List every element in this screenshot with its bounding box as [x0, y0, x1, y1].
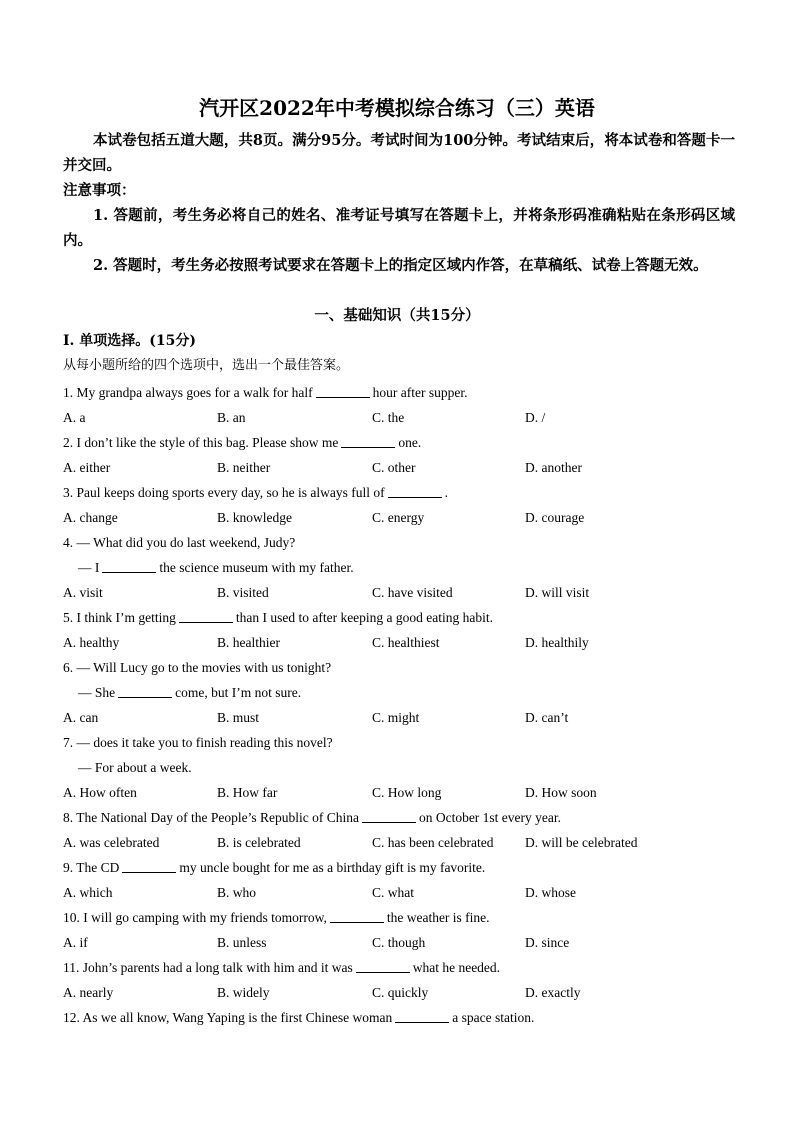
options-row [63, 705, 753, 730]
reply-text-after: come, but I’m not sure. [175, 685, 302, 700]
option-a[interactable]: A. How often [63, 785, 137, 800]
answer-blank [388, 483, 442, 498]
answer-blank [118, 683, 172, 698]
question-text-after: on October 1st every year. [418, 810, 562, 825]
question-list [63, 380, 753, 1030]
question-text: 11. John’s parents had a long talk with him and it was [63, 960, 353, 975]
option-d[interactable]: D. can’t [525, 710, 569, 725]
answer-blank [102, 558, 156, 573]
question-stem [63, 530, 753, 555]
question-text-after: my uncle bought for me as a birthday gift is my favorite. [179, 860, 486, 875]
option-d[interactable]: D. exactly [525, 985, 581, 1000]
question-text: 1. My grandpa always goes for a walk for half [63, 385, 313, 400]
option-a[interactable]: A. can [63, 710, 99, 725]
question-text: 10. I will go camping with my friends tomorrow, [63, 910, 327, 925]
question-stem [63, 605, 753, 630]
question-stem [63, 905, 753, 930]
options-row [63, 930, 753, 955]
option-d[interactable]: D. How soon [525, 785, 597, 800]
part-instruction: 从每小题所给的四个选项中，选出一个最佳答案。 [63, 358, 350, 373]
option-d[interactable]: D. another [525, 460, 582, 475]
question-text-after: what he needed. [412, 960, 501, 975]
option-a[interactable]: A. healthy [63, 635, 120, 650]
option-a[interactable]: A. nearly [63, 985, 114, 1000]
option-b[interactable]: B. widely [217, 985, 270, 1000]
answer-blank [330, 908, 384, 923]
answer-blank [179, 608, 233, 623]
option-b[interactable]: B. visited [217, 585, 269, 600]
option-d[interactable]: D. will visit [525, 585, 590, 600]
option-c[interactable]: C. How long [372, 785, 442, 800]
option-c[interactable]: C. other [372, 460, 416, 475]
answer-blank [316, 383, 370, 398]
intro-paragraph: 本试卷包括五道大题，共8页。满分95分。考试时间为100分钟。考试结束后，将本试卷和答题卡一并交回。 [63, 132, 735, 174]
option-d[interactable]: D. healthily [525, 635, 589, 650]
answer-blank [395, 1008, 449, 1023]
option-b[interactable]: B. an [217, 410, 246, 425]
notice-item-2: 2. 答题时，考生务必按照考试要求在答题卡上的指定区域内作答，在草稿纸、试卷上答题无效。 [93, 257, 708, 274]
question-stem [63, 1005, 753, 1030]
reply-text: — She [78, 685, 116, 700]
option-a[interactable]: A. change [63, 510, 118, 525]
option-c[interactable]: C. have visited [372, 585, 453, 600]
options-row [63, 980, 753, 1005]
option-a[interactable]: A. a [63, 410, 86, 425]
option-b[interactable]: B. knowledge [217, 510, 292, 525]
option-c[interactable]: C. the [372, 410, 405, 425]
question-text-after: one. [398, 435, 422, 450]
question-reply [63, 755, 753, 780]
question-stem [63, 855, 753, 880]
option-c[interactable]: C. healthiest [372, 635, 440, 650]
question-text: 6. — Will Lucy go to the movies with us tonight? [63, 660, 332, 675]
option-d[interactable]: D. / [525, 410, 546, 425]
option-a[interactable]: A. visit [63, 585, 103, 600]
option-c[interactable]: C. energy [372, 510, 425, 525]
question-stem [63, 955, 753, 980]
question-stem [63, 655, 753, 680]
question-text: 9. The CD [63, 860, 120, 875]
options-row [63, 455, 753, 480]
question-text-after: than I used to after keeping a good eating habit. [235, 610, 494, 625]
options-row [63, 505, 753, 530]
question-text: 7. — does it take you to finish reading this novel? [63, 735, 333, 750]
exam-title: 汽开区2022年中考模拟综合练习（三）英语 [199, 96, 595, 120]
answer-blank [356, 958, 410, 973]
section-heading [0, 304, 794, 328]
part-title: Ⅰ. 单项选择。(15分) [63, 333, 197, 349]
question-stem [63, 380, 753, 405]
question-stem [63, 730, 753, 755]
question-text: 12. As we all know, Wang Yaping is the first Chinese woman [63, 1010, 393, 1025]
option-d[interactable]: D. whose [525, 885, 576, 900]
answer-blank [341, 433, 395, 448]
reply-text: — I [78, 560, 100, 575]
option-c[interactable]: C. might [372, 710, 420, 725]
option-a[interactable]: A. was celebrated [63, 835, 160, 850]
question-text-after: . [444, 485, 448, 500]
option-b[interactable]: B. is celebrated [217, 835, 301, 850]
reply-text-after: the science museum with my father. [159, 560, 354, 575]
question-text: 8. The National Day of the People’s Republic of China [63, 810, 359, 825]
option-b[interactable]: B. unless [217, 935, 267, 950]
option-d[interactable]: D. since [525, 935, 570, 950]
question-reply [63, 555, 753, 580]
option-a[interactable]: A. which [63, 885, 113, 900]
question-text: 4. — What did you do last weekend, Judy? [63, 535, 296, 550]
question-text: 3. Paul keeps doing sports every day, so he is always full of [63, 485, 385, 500]
options-row [63, 580, 753, 605]
option-b[interactable]: B. who [217, 885, 257, 900]
option-c[interactable]: C. though [372, 935, 426, 950]
notice-label: 注意事项： [63, 182, 136, 199]
option-b[interactable]: B. must [217, 710, 260, 725]
question-stem [63, 430, 753, 455]
options-row [63, 830, 753, 855]
question-stem [63, 805, 753, 830]
answer-blank [362, 808, 416, 823]
exam-intro [63, 128, 735, 278]
question-text-after: the weather is fine. [386, 910, 490, 925]
option-c[interactable]: C. what [372, 885, 414, 900]
question-text: 2. I don’t like the style of this bag. Please show me [63, 435, 339, 450]
option-c[interactable]: C. has been celebrated [372, 835, 494, 850]
option-b[interactable]: B. How far [217, 785, 278, 800]
answer-blank [122, 858, 176, 873]
question-stem [63, 480, 753, 505]
options-row [63, 780, 753, 805]
options-row [63, 630, 753, 655]
option-b[interactable]: B. neither [217, 460, 271, 475]
option-a[interactable]: A. if [63, 935, 88, 950]
notice-item-1: 1. 答题前，考生务必将自己的姓名、准考证号填写在答题卡上，并将条形码准确粘贴在条形码区域内。 [63, 207, 735, 249]
reply-text: — For about a week. [78, 760, 192, 775]
question-text-after: a space station. [452, 1010, 535, 1025]
section-heading-text: 一、基础知识（共15分） [314, 307, 480, 324]
option-b[interactable]: B. healthier [217, 635, 280, 650]
question-text: 5. I think I’m getting [63, 610, 176, 625]
question-reply [63, 680, 753, 705]
options-row [63, 880, 753, 905]
option-c[interactable]: C. quickly [372, 985, 429, 1000]
option-d[interactable]: D. courage [525, 510, 585, 525]
option-a[interactable]: A. either [63, 460, 111, 475]
options-row [63, 405, 753, 430]
option-d[interactable]: D. will be celebrated [525, 835, 638, 850]
question-text-after: hour after supper. [372, 385, 468, 400]
